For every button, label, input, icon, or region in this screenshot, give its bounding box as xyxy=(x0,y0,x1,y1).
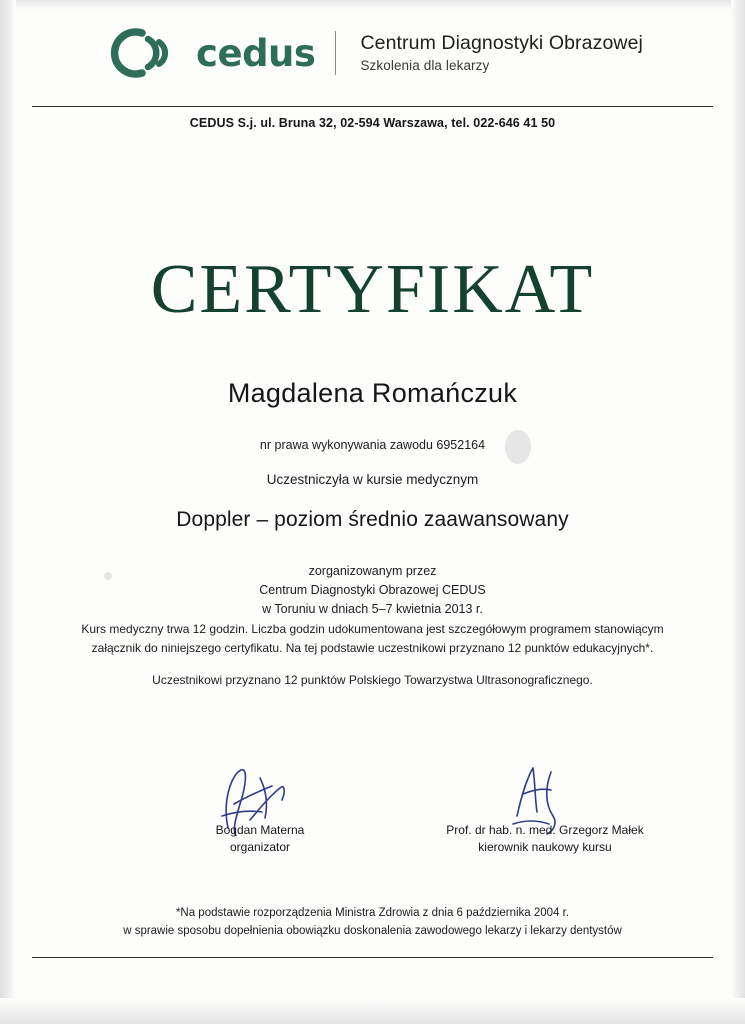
scan-edge-bottom xyxy=(0,998,745,1024)
details-block xyxy=(72,620,673,690)
cedus-c-mark-icon xyxy=(102,26,188,80)
details-paragraph-2: Uczestnikowi przyznano 12 punktów Polskiego Towarzystwa Ultrasonograficznego. xyxy=(152,673,593,688)
letterhead xyxy=(0,26,745,80)
divider-bottom xyxy=(32,957,713,958)
scan-artifact xyxy=(505,430,531,464)
brand-subtitle-secondary: Szkolenia dla lekarzy xyxy=(360,58,490,74)
participation-statement: Uczestniczyła w kursie medycznym xyxy=(266,472,479,487)
organizer-label: zorganizowanym przez xyxy=(308,564,437,578)
brand-row xyxy=(102,26,643,80)
scan-artifact xyxy=(104,572,112,580)
company-address-line: CEDUS S.j. ul. Bruna 32, 02-594 Warszawa, tel. 022-646 41 50 xyxy=(189,116,556,130)
signature-role: organizator xyxy=(229,840,291,855)
signature-role: kierownik naukowy kursu xyxy=(478,840,612,855)
license-number: nr prawa wykonywania zawodu 6952164 xyxy=(259,438,486,452)
signature-name: Prof. dr hab. n. med. Grzegorz Małek xyxy=(446,823,644,837)
footnote-line-2: w sprawie sposobu dopełnienia obowiązku doskonalenia zawodowego lekarzy i lekarzy dentystów xyxy=(123,924,622,937)
brand-subtitle-primary: Centrum Diagnostyki Obrazowej xyxy=(360,32,643,55)
footnote-line-1: *Na podstawie rozporządzenia Ministra Zdrowia z dnia 6 października 2004 r. xyxy=(175,907,570,919)
organizer-block xyxy=(0,562,745,618)
brand-text-block xyxy=(360,32,643,74)
certificate-title: CERTYFIKAT xyxy=(150,251,595,328)
brand-wordmark: cedus xyxy=(196,31,316,75)
signature-labels-director xyxy=(395,822,695,857)
brand-divider xyxy=(335,31,336,75)
signature-area xyxy=(60,760,685,870)
details-paragraph-1: Kurs medyczny trwa 12 godzin. Liczba godzin udokumentowana jest szczegółowym programem stanowiącym załącznik do niniejszego certyfikatu. Na tej podstawie uczestnikowi przyznano 12 punktów edukacyjnych*. xyxy=(81,622,664,655)
place-and-date: w Toruniu w dniach 5–7 kwietnia 2013 r. xyxy=(262,601,483,616)
recipient-name: Magdalena Romańczuk xyxy=(227,378,518,408)
legal-footnote xyxy=(60,905,685,941)
signature-labels-organizer xyxy=(110,822,410,857)
signature-name: Bogdan Materna xyxy=(215,823,305,837)
divider-top xyxy=(32,106,713,107)
scan-edge-top xyxy=(0,0,745,10)
course-title: Doppler – poziom średnio zaawansowany xyxy=(176,508,569,531)
organizer-name: Centrum Diagnostyki Obrazowej CEDUS xyxy=(259,582,486,597)
